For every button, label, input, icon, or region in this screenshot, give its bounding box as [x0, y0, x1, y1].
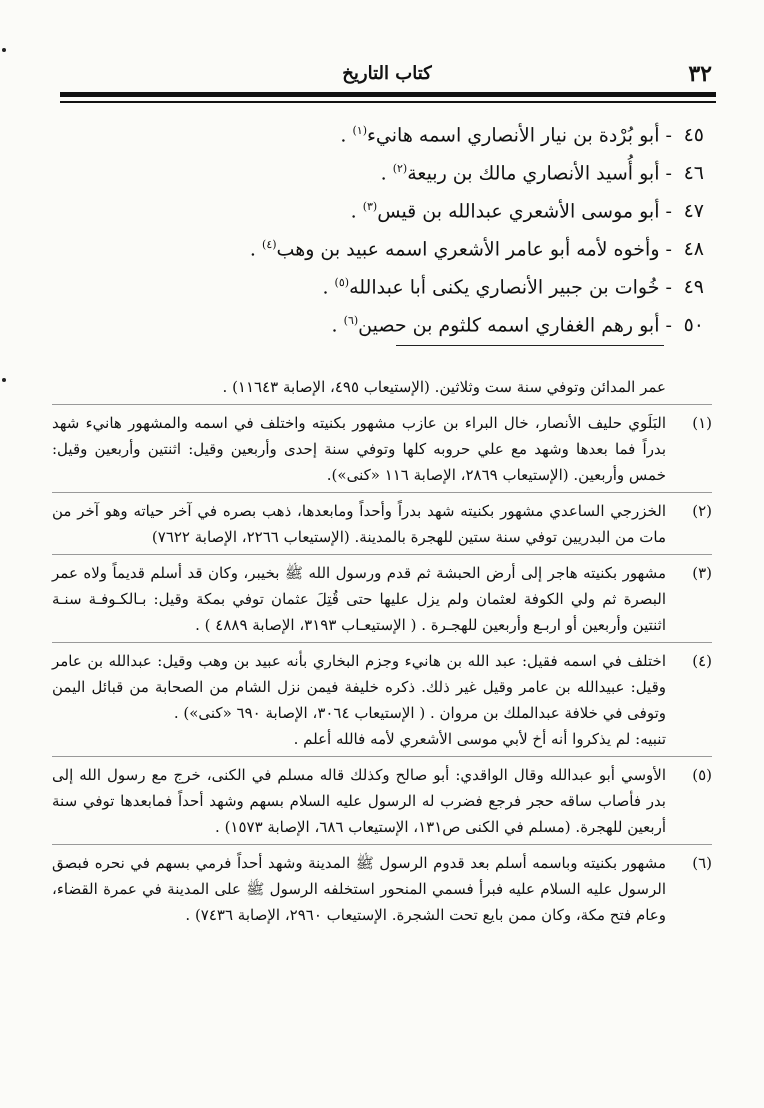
footnote-separator: [52, 554, 712, 555]
list-item: ٤٥ - أبو بُرْدة بن نيار الأنصاري اسمه هانيء$^{(١)}$ .: [340, 124, 704, 147]
list-item: ٤٦ - أبو أُسيد الأنصاري مالك بن ربيعة$^{(٢)}$ .: [380, 162, 704, 185]
footnote: (٣) مشهور بكنيته هاجر إلى أرض الحبشة ثم قدم ورسول الله ﷺ بخيبر، وكان قد أسلم قديماً ولاه عمر البصرة ثم ولي الكوفة لعثمان ولم يزل عليها حتى قُتِلَ عثمان توفي بمكة وقيل: بـالكـوفـة سنـة اثنتين وأربعين أو اربـع وأربعين للهجـرة . ( الإستيعـاب ٣١٩٣، الإصابة ٤٨٨٩ ) .: [52, 564, 712, 634]
footnote-remark: تنبيه: لم يذكروا أنه أخ لأبي موسى الأشعري لأمه فالله أعلم .: [293, 730, 666, 748]
footnote-divider: [396, 345, 664, 346]
list-item: ٤٩ - خُوات بن جبير الأنصاري يكنى أبا عبدالله$^{(٥)}$ .: [322, 276, 704, 299]
footnotes-section: [52, 374, 712, 932]
list-item: ٥٠ - أبو رهم الغفاري اسمه كلثوم بن حصين$^{(٦)}$ .: [331, 314, 704, 337]
footnote-separator: [52, 844, 712, 845]
footnote-separator: [52, 756, 712, 757]
page-header: [62, 62, 712, 86]
footnote: (٦) مشهور بكنيته وباسمه أسلم بعد قدوم الرسول ﷺ المدينة وشهد أحداً فرمي بسهم في نحره فبصق الرسول عليه السلام عليه فبرأ فسمي المنحور استخلفه الرسول ﷺ على المدينة في عمرة القضاء، وعام فتح مكة، وكان ممن بايع تحت الشجرة. الإستيعاب ٢٩٦٠، الإصابة ٧٤٣٦) .: [52, 854, 712, 924]
scan-mark: [2, 48, 6, 52]
footnote: (٤) اختلف في اسمه فقيل: عبد الله بن هانيء وجزم البخاري بأنه عبيد بن وهب وقيل: عبدالله بن عامر وقيل: عبيدالله بن عامر وقيل غير ذلك. ذكره خليفة فيمن نزل الشام من الصحابة من قبائل اليمن وتوفى في خلافة عبدالملك بن مروان . ( الإستيعاب ٣٠٦٤، الإصابة ٦٩٠ «كنى») . تنبيه: لم يذكروا أنه أخ لأبي موسى الأشعري لأمه فالله أعلم .: [52, 648, 712, 752]
running-title: كتاب التاريخ: [342, 63, 432, 84]
footnote-separator: [52, 492, 712, 493]
list-item: ٤٨ - وأخوه لأمه أبو عامر الأشعري اسمه عبيد بن وهب$^{(٤)}$ .: [249, 238, 704, 261]
entry-list: [104, 112, 704, 340]
scan-mark: [2, 378, 6, 382]
footnote: (٢) الخزرجي الساعدي مشهور بكنيته شهد بدراً وأحداً ومابعدها، ذهب بصره في آخر حياته وهو آخر من مات من البدريين توفي سنة ستين للهجرة بالمدينة. (الإستيعاب ٢٢٦٦، الإصابة ٧٦٢٢): [52, 502, 712, 546]
header-rule-thin: [60, 101, 716, 103]
footnote-separator: [52, 404, 712, 405]
header-rule-thick: [60, 92, 716, 97]
footnote-continuation: عمر المدائن وتوفي سنة ست وثلاثين. (الإستيعاب ٤٩٥، الإصابة ١١٦٤٣) .: [222, 378, 666, 396]
footnote-separator: [52, 642, 712, 643]
footnote: (١) البَلَوي حليف الأنصار، خال البراء بن عازب مشهور بكنيته واختلف في اسمه والمشهور هانيء شهد بدراً فما بعدها وشهد مع علي حروبه كلها وتوفي سنة إحدى وأربعين وقيل: اثنتين وأربعين وقيل: خمس وأربعين. (الإستيعاب ٢٨٦٩، الإصابة ١١٦ «كنى»).: [52, 414, 712, 484]
list-item: ٤٧ - أبو موسى الأشعري عبدالله بن قيس$^{(٣)}$ .: [350, 200, 704, 223]
page-number: ٣٢: [688, 61, 712, 87]
footnote: (٥) الأوسي أبو عبدالله وقال الواقدي: أبو صالح وكذلك قاله مسلم في الكنى، خرج مع رسول الله إلى بدر فأصاب ساقه حجر فرجع فضرب له الرسول عليه السلام بسهم وشهد أحداً فمابعدها توفي سنة أربعين للهجرة. (مسلم في الكنى ص١٣١، الإستيعاب ٦٨٦، الإصابة ١٥٧٣) .: [52, 766, 712, 836]
